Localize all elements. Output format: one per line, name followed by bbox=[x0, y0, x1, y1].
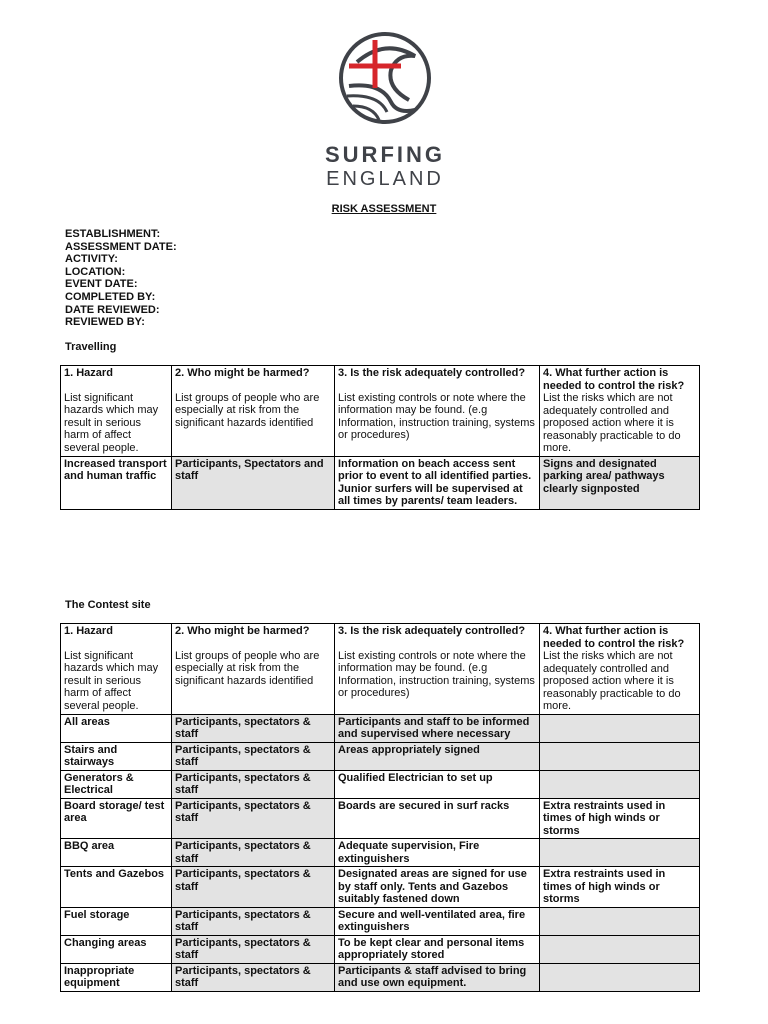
cell-who: Participants, spectators & staff bbox=[172, 867, 335, 908]
cell-controls: Qualified Electrician to set up bbox=[335, 770, 540, 798]
field-completed-by: COMPLETED BY: bbox=[65, 290, 156, 303]
cell-hazard: Board storage/ test area bbox=[61, 798, 172, 839]
table-row bbox=[61, 770, 700, 798]
surfing-england-logo bbox=[305, 30, 465, 192]
cell-controls: Adequate supervision, Fire extinguishers bbox=[335, 839, 540, 867]
field-activity: ACTIVITY: bbox=[65, 253, 118, 266]
cell-hazard: Tents and Gazebos bbox=[61, 867, 172, 908]
cell-who: Participants, spectators & staff bbox=[172, 963, 335, 991]
field-date-reviewed: DATE REVIEWED: bbox=[65, 303, 160, 316]
cell-hazard: BBQ area bbox=[61, 839, 172, 867]
header-further-action: 4. What further action is needed to control the risk? List the risks which are not adequately controlled and proposed action where it is reasonably practicable to do more. bbox=[540, 366, 700, 457]
cell-controls: Secure and well-ventilated area, fire extinguishers bbox=[335, 907, 540, 935]
cell-action bbox=[540, 907, 700, 935]
cell-controls: To be kept clear and personal items appropriately stored bbox=[335, 935, 540, 963]
cell-hazard: Changing areas bbox=[61, 935, 172, 963]
logo-word-surfing: SURFING bbox=[325, 142, 445, 167]
table-row bbox=[61, 456, 700, 509]
cell-who: Participants, spectators & staff bbox=[172, 770, 335, 798]
travelling-table bbox=[60, 365, 700, 510]
header-controlled: 3. Is the risk adequately controlled? List existing controls or note where the information may be found. (e.g Information, instruction training, systems or procedures) bbox=[335, 624, 540, 715]
section-title-contest-site: The Contest site bbox=[65, 599, 151, 611]
field-reviewed-by: REVIEWED BY: bbox=[65, 316, 145, 329]
contest-site-table bbox=[60, 623, 700, 992]
section-title-travelling: Travelling bbox=[65, 341, 117, 353]
cell-action bbox=[540, 839, 700, 867]
cell-action bbox=[540, 714, 700, 742]
cell-hazard: All areas bbox=[61, 714, 172, 742]
cell-controls: Participants & staff advised to bring and use own equipment. bbox=[335, 963, 540, 991]
table-row bbox=[61, 714, 700, 742]
header-who: 2. Who might be harmed? List groups of people who are especially at risk from the significant hazards identified bbox=[172, 624, 335, 715]
cell-hazard: Inappropriate equipment bbox=[61, 963, 172, 991]
cell-controls: Participants and staff to be informed and supervised where necessary bbox=[335, 714, 540, 742]
table-row bbox=[61, 867, 700, 908]
cell-hazard: Fuel storage bbox=[61, 907, 172, 935]
table-header-row bbox=[61, 366, 700, 457]
cell-action bbox=[540, 770, 700, 798]
assessment-fields bbox=[65, 228, 177, 329]
logo-word-england: ENGLAND bbox=[326, 168, 444, 190]
cell-action bbox=[540, 935, 700, 963]
cell-action: Extra restraints used in times of high winds or storms bbox=[540, 798, 700, 839]
field-location: LOCATION: bbox=[65, 265, 126, 278]
field-event-date: EVENT DATE: bbox=[65, 278, 138, 291]
field-establishment: ESTABLISHMENT: bbox=[65, 228, 161, 240]
header-hazard: 1. Hazard List significant hazards which may result in serious harm of affect several people. bbox=[61, 366, 172, 457]
page-title: RISK ASSESSMENT bbox=[331, 203, 437, 215]
cell-who: Participants, spectators & staff bbox=[172, 742, 335, 770]
cell-who: Participants, spectators & staff bbox=[172, 839, 335, 867]
cell-who: Participants, Spectators and staff bbox=[172, 456, 335, 509]
field-assessment-date: ASSESSMENT DATE: bbox=[65, 240, 177, 253]
table-row bbox=[61, 963, 700, 991]
table-row bbox=[61, 839, 700, 867]
header-hazard: 1. Hazard List significant hazards which may result in serious harm of affect several people. bbox=[61, 624, 172, 715]
cell-action: Signs and designated parking area/ pathways clearly signposted bbox=[540, 456, 700, 509]
table-row bbox=[61, 742, 700, 770]
cell-action bbox=[540, 742, 700, 770]
wave-cross-logo-icon bbox=[335, 30, 435, 130]
cell-who: Participants, spectators & staff bbox=[172, 907, 335, 935]
cell-action bbox=[540, 963, 700, 991]
cell-controls: Boards are secured in surf racks bbox=[335, 798, 540, 839]
cell-who: Participants, spectators & staff bbox=[172, 935, 335, 963]
header-controlled: 3. Is the risk adequately controlled? List existing controls or note where the information may be found. (e.g Information, instruction training, systems or procedures) bbox=[335, 366, 540, 457]
cell-who: Participants, spectators & staff bbox=[172, 798, 335, 839]
table-row bbox=[61, 798, 700, 839]
table-header-row bbox=[61, 624, 700, 715]
header-further-action: 4. What further action is needed to control the risk? List the risks which are not adequately controlled and proposed action where it is reasonably practicable to do more. bbox=[540, 624, 700, 715]
header-who: 2. Who might be harmed? List groups of people who are especially at risk from the significant hazards identified bbox=[172, 366, 335, 457]
cell-controls: Designated areas are signed for use by staff only. Tents and Gazebos suitably fastened down bbox=[335, 867, 540, 908]
cell-controls: Information on beach access sent prior to event to all identified parties. Junior surfers will be supervised at all times by parents/ team leaders. bbox=[335, 456, 540, 509]
cell-hazard: Stairs and stairways bbox=[61, 742, 172, 770]
cell-who: Participants, spectators & staff bbox=[172, 714, 335, 742]
table-row bbox=[61, 907, 700, 935]
cell-action: Extra restraints used in times of high winds or storms bbox=[540, 867, 700, 908]
table-row bbox=[61, 935, 700, 963]
cell-controls: Areas appropriately signed bbox=[335, 742, 540, 770]
cell-hazard: Generators & Electrical bbox=[61, 770, 172, 798]
cell-hazard: Increased transport and human traffic bbox=[61, 456, 172, 509]
